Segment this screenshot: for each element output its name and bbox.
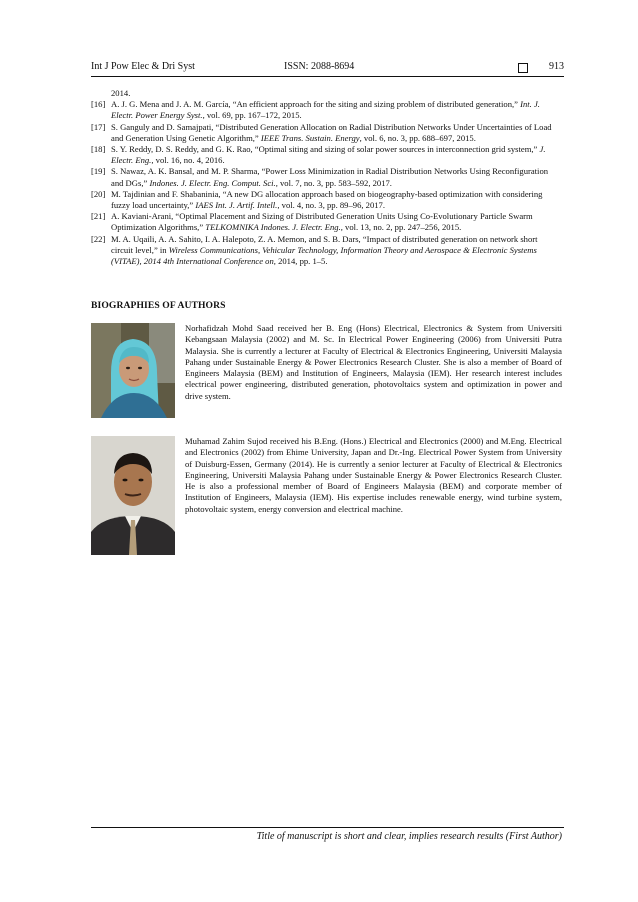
reference-segment: A. Kaviani-Arani, “Optimal Placement and Sizing of Distributed Generation Units Using Co-Evolutionary Particle Swarm Optimization Algorithms,” (111, 211, 533, 233)
author-1-biography: Norhafidzah Mohd Saad received her B. Eng (Hons) Electrical, Electronics & System from Universiti Kebangsaan Malaysia (2002) and M. Sc. In Electrical Power Engineering (2006) from Universiti Putra Malaysia. She is currently a lecturer at Faculty of Electrical & Electronics Engineering, Universiti Malaysia Pahang under Sustainable Energy & Power Electronics Research Cluster. She is also a member of Board of Engineers Malaysia (BEM) and Institution of Engineers, Malaysia (IEM). Her research interest includes electrical power engineering, distributed generation, photovoltaics system and optimization in power and drive system. (185, 323, 562, 401)
reference-segment: , vol. 6, no. 3, pp. 688–697, 2015. (359, 132, 476, 143)
reference-item (91, 144, 561, 166)
author-2-biography: Muhamad Zahim Sujod received his B.Eng. (Hons.) Electrical and Electronics (2000) and M.Eng. Electrical and Electronics (2002) from Ehime University, Japan and Dr.-Ing. Electrical Power System from University of Duisburg-Essen, Germany (2014). He is currently a senior lecturer at Faculty of Electrical & Electronics Engineering, Universiti Malaysia Pahang under Sustainable Energy & Power Electronics Research Cluster. He is also a professional member of Board of Engineers Malaysia (BEM) and corporate member of Institution of Engineers, Malaysia (IEM). His expertise includes renewable energy, wind turbine system, photovoltaic system, energy conversion and electrical machine. (185, 436, 562, 514)
reference-segment: S. Ganguly and D. Samajpati, “Distributed Generation Allocation on Radial Distribution Networks Under Uncertainties of Load and Generation Using Genetic Algorithm,” (111, 121, 552, 143)
reference-segment: M. A. Uqaili, A. A. Sahito, I. A. Halepoto, Z. A. Memon, and S. B. Dars, “Impact of distributed generation on network short circuit level,” in (111, 233, 538, 255)
reference-source: IAES Int. J. Artif. Intell. (195, 200, 278, 211)
reference-text (111, 234, 561, 268)
issn: ISSN: 2088-8694 (284, 61, 355, 72)
running-header (91, 60, 564, 76)
reference-item (91, 211, 561, 233)
reference-segment: 2014. (111, 88, 131, 98)
author-photo-1 (91, 323, 175, 418)
reference-number: [20] (91, 188, 106, 199)
reference-item (91, 88, 561, 99)
reference-text (111, 166, 561, 188)
reference-text (111, 211, 561, 233)
reference-segment: S. Nawaz, A. K. Bansal, and M. P. Sharma, “Power Loss Minimization in Radial Distribution Networks Using Reconfiguration and DGs,” (111, 166, 549, 188)
reference-segment: , vol. 69, pp. 167–172, 2015. (202, 110, 302, 121)
reference-segment: M. Tajdinian and F. Shabaninia, “A new DG allocation approach based on biogeography-based optimization with considering fuzzy load uncertainty,” (111, 188, 543, 211)
reference-item (91, 166, 561, 188)
reference-source: IEEE Trans. Sustain. Energy (260, 132, 360, 143)
reference-source: J. Electr. Eng. (111, 144, 546, 166)
author-photo-1-image (91, 323, 175, 418)
reference-number: [19] (91, 166, 106, 177)
biographies-heading: BIOGRAPHIES OF AUTHORS (91, 300, 226, 311)
author-photo-2 (91, 436, 175, 555)
journal-name: Int J Pow Elec & Dri Syst (91, 61, 195, 72)
footer-rule (91, 827, 564, 828)
reference-source: Int. J. Electr. Power Energy Syst. (111, 99, 540, 121)
reference-number: [21] (91, 211, 106, 222)
reference-segment: , vol. 16, no. 4, 2016. (151, 155, 225, 166)
reference-segment: , vol. 7, no. 3, pp. 583–592, 2017. (275, 177, 392, 188)
reference-segment: , 2014, pp. 1–5. (273, 256, 328, 267)
checkbox-square-icon (518, 63, 528, 73)
reference-text (91, 88, 561, 99)
reference-number: [18] (91, 144, 106, 155)
author-photo-2-image (91, 436, 175, 555)
page-number: 913 (549, 61, 564, 72)
reference-item (91, 189, 561, 211)
reference-source: Indones. J. Electr. Eng. Comput. Sci. (149, 177, 276, 188)
reference-list (91, 88, 561, 267)
running-footer: Title of manuscript is short and clear, implies research results (First Author) (256, 831, 562, 842)
reference-text (111, 144, 561, 166)
reference-item (91, 122, 561, 144)
reference-item (91, 99, 561, 121)
reference-segment: A. J. G. Mena and J. A. M. García, “An efficient approach for the siting and sizing problem of distributed generation,” (111, 99, 521, 110)
reference-text (111, 99, 561, 121)
header-rule (91, 76, 564, 77)
reference-number: [17] (91, 121, 106, 132)
reference-segment: S. Y. Reddy, D. S. Reddy, and G. K. Rao, “Optimal siting and sizing of solar power sources in interconnection grid system,” (111, 144, 540, 155)
reference-segment: , vol. 4, no. 3, pp. 89–96, 2017. (277, 200, 386, 211)
reference-source: Wireless Communications, Vehicular Technology, Information Theory and Aerospace & Electronic Systems (VITAE), 2014 4th International Conference on (111, 244, 537, 267)
reference-item (91, 234, 561, 268)
reference-number: [16] (91, 99, 106, 110)
reference-number: [22] (91, 233, 106, 244)
reference-source: TELKOMNIKA Indones. J. Electr. Eng. (205, 222, 341, 233)
reference-text (111, 122, 561, 144)
reference-segment: , vol. 13, no. 2, pp. 247–256, 2015. (340, 222, 462, 233)
reference-text (111, 189, 561, 211)
